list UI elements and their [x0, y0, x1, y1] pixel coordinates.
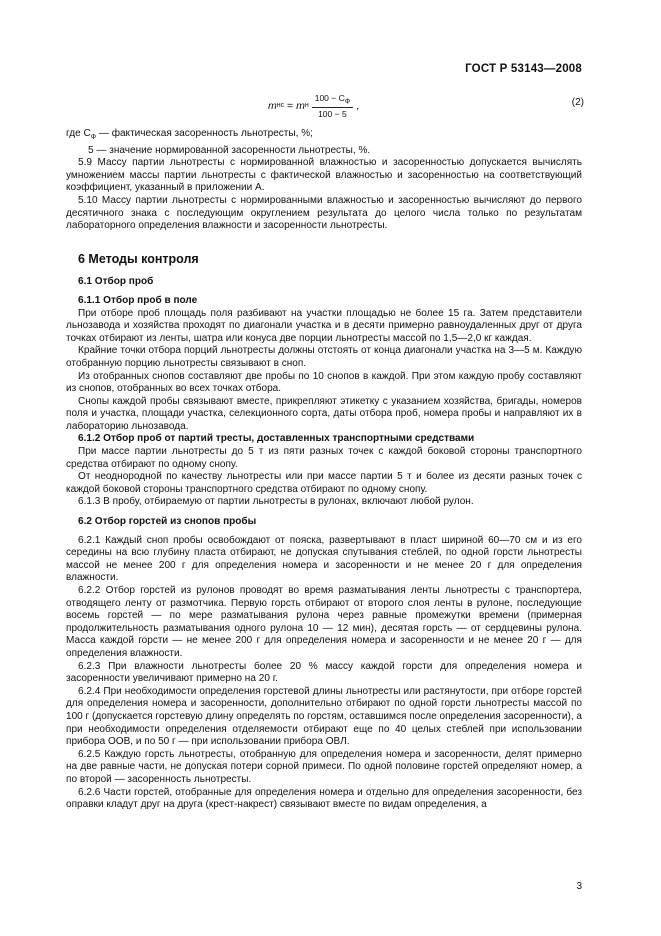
- section-heading-6: 6 Методы контроля: [78, 251, 199, 266]
- heading-6-1: 6.1 Отбор проб: [78, 276, 154, 288]
- definition-item: где $C_Ф$ — фактическая засоренность льнотресты, %;: [66, 128, 582, 145]
- definition-text: фактическая засоренность льнотресты, %;: [111, 128, 313, 139]
- formula-trailing: ,: [356, 99, 359, 112]
- paragraph-6-1-2-a: При массе партии льнотресты до 5 т из пяти разных точек с каждой боковой стороны транспортного средства отбирают по одному снопу.: [66, 446, 582, 470]
- formula-number: (2): [571, 97, 584, 108]
- paragraph-6-2-6: 6.2.6 Части горстей, отобранные для определения номера и отдельно для определения засоренности, без оправки кладут друг на друга (крест-накрест) связывают вместе по видам определения, а: [66, 786, 582, 811]
- paragraph-6-2-1: 6.2.1 Каждый сноп пробы освобождают от пояска, развертывают в пласт шириной 60—70 см и из его середины на всю глубину пласта отбирают, не допуская спутывания стеблей, по одной горсти льнотресты массой не менее 200 г для определения номера и засоренности и не менее 20 г для определения влажности.: [66, 534, 582, 584]
- paragraph-6-1-1-d: Снопы каждой пробы связывают вместе, прикрепляют этикетку с указанием хозяйства, бригады, номеров поля и участка, площади участка, селекционного сорта, даты отбора проб, номера пробы и направляют их в лабораторию льнозавода.: [66, 395, 582, 432]
- paragraph-6-1-1-c: Из отобранных снопов составляют две пробы по 10 снопов в каждой. При этом каждую пробу составляют из снопов, отобранных во всех точках отбора.: [66, 370, 582, 395]
- heading-6-2: 6.2 Отбор горстей из снопов пробы: [78, 516, 257, 528]
- formula-denominator: 100 − 5: [318, 108, 347, 119]
- heading-6-1-1: 6.1.1 Отбор проб в поле: [78, 294, 198, 306]
- paragraph-6-2-3: 6.2.3 При влажности льнотресты более 20 % массу каждой горсти для определения номера и засоренности увеличивают примерно на 20 г.: [66, 660, 582, 685]
- paragraph-6-2-4: 6.2.4 При необходимости определения горстевой длины льнотресты или растянутости, при отборе горстей для определения номера и засоренности, дополнительно отбирают по одной горсти льнотресты массой по 100 г (допускается горстевую длину определять по горстям, оставшимся после определения засоренности), а при необходимости определения отделяемости отбирают еще по 40 целых стеблей при использовании прибора ООВ, и по 50 г — при использовании прибора ОВЛ.: [66, 685, 582, 748]
- document-body: [66, 128, 582, 812]
- definitions: [66, 128, 582, 157]
- paragraph-6-1-3: 6.1.3 В пробу, отбираемую от партии льнотресты в рулонах, включают любой рулон.: [78, 496, 474, 508]
- heading-6-1-2: 6.1.2 Отбор проб от партий тресты, доставленных транспортными средствами: [78, 433, 475, 445]
- definition-text: значение нормированной засоренности льнотресты, %.: [109, 144, 371, 156]
- definition-item: 5 — значение нормированной засоренности льнотресты, %.: [88, 144, 371, 156]
- formula-fraction: [312, 93, 353, 119]
- paragraph-5-9: 5.9 Массу партии льнотресты с нормированной влажностью и засоренностью допускается вычислять умножением массы партии льнотресты с фактической влажностью и засоренностью на соответствующий коэффициент, указанный в приложении А.: [66, 157, 582, 194]
- page-number: 3: [576, 881, 582, 892]
- formula-rhs-sub: н: [304, 102, 309, 110]
- definition-symbol: 5: [88, 144, 94, 156]
- paragraph-6-2-5: 6.2.5 Каждую горсть льнотресты, отобранную для определения номера и засоренности, делят примерно на две равные части, не допуская потери сорной примеси. По одной половине горстей определяют номер, а по второй — засоренность льнотресты.: [66, 748, 582, 785]
- formula-rhs: m: [296, 99, 305, 112]
- paragraph-6-1-1-a: При отборе проб площадь поля разбивают на участки площадью не более 15 га. Затем представители льнозавода и хозяйства проходят по диагонали участка и в десяти примерно равноудаленных друг от друга точках отбирают из ленты, шатра или конуса две порции льнотресты массой по 1,5—2,0 кг каждая.: [66, 307, 582, 344]
- formula-lhs: m: [268, 99, 277, 112]
- paragraph-5-10: 5.10 Массу партии льнотресты с нормированными влажностью и засоренностью вычисляют до первого десятичного знака с последующим округлением результата до целого числа только по результатам лабораторного определения влажности и засоренности льнотресты.: [66, 194, 582, 232]
- formula-equals: =: [284, 99, 297, 112]
- paragraph-6-1-1-b: Крайние точки отбора порций льнотресты должны отстоять от конца диагонали участка на 3—5 м. Каждую отобранную порцию льнотресты связывают в сноп.: [66, 345, 582, 369]
- paragraph-6-2-2: 6.2.2 Отбор горстей из рулонов проводят во время разматывания ленты льнотресты с транспортера, отводящего ленту от размотчика. Первую горсть отбирают от второго слоя ленты в рулоне, последующие восемь горстей — по мере разматывания рулона через равные промежутки времени (примерная продолжительность разматывания одного рулона 10 — 12 мин), десятая горсть — от сердцевины рулона. Масса каждой горсти — не менее 200 г для определения номера и засоренности и не менее 20 г — для определения влажности.: [66, 585, 582, 659]
- formula: [268, 93, 359, 119]
- paragraph-6-1-2-b: От неоднородной по качеству льнотресты или при массе партии 5 т и более из десяти разных точек с каждой боковой стороны транспортного средства отбирают по одному снопу.: [66, 471, 582, 495]
- formula-lhs-sub: нс: [276, 102, 285, 110]
- formula-numerator: $100 - C_Ф$: [312, 93, 353, 108]
- definition-symbol: $C_Ф$: [83, 128, 97, 141]
- document-header: ГОСТ Р 53143—2008: [465, 63, 582, 75]
